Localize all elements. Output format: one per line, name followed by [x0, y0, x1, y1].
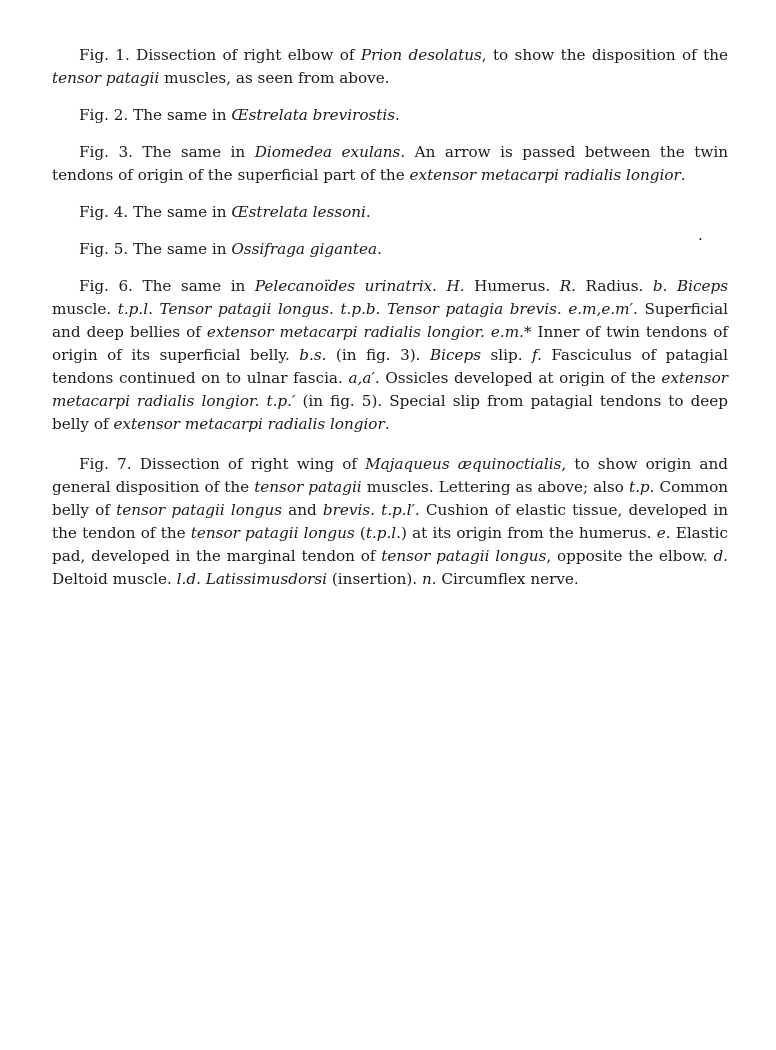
caption-text-run: Œstrelata lessoni: [231, 203, 366, 221]
caption-fig7: [52, 453, 728, 591]
caption-text-run: slip.: [481, 346, 533, 364]
caption-text-run: , to show the disposition of the: [481, 46, 728, 64]
caption-fig4: [52, 201, 728, 224]
caption-text-run: .: [432, 277, 447, 295]
caption-text-run: Superficial and deep bellies of: [52, 300, 729, 341]
caption-text-run: .: [384, 415, 390, 433]
caption-text-run: Ossicles developed at origin of the: [379, 369, 662, 387]
caption-text-run: f.: [532, 346, 542, 364]
caption-fig5: [52, 238, 728, 261]
caption-text-run: extensor metacarpi radialis longior: [113, 415, 385, 433]
caption-text-run: (insertion).: [327, 570, 422, 588]
caption-text-run: Fasciculus of patagial tendons continued on to ulnar fascia.: [52, 346, 728, 387]
caption-text-run: extensor metacarpi radialis longior. e.m.*: [206, 323, 532, 341]
caption-text-run: extensor metacarpi radialis longior: [409, 166, 681, 184]
caption-text-run: Fig. 2. The same in: [79, 106, 232, 124]
caption-text-run: Prion desolatus: [360, 46, 482, 64]
caption-text-run: t.p.l. Tensor patagii longus. t.p.b. Tensor patagia brevis. e.m,e.m′.: [117, 300, 638, 318]
caption-text-run: tensor patagii longus: [116, 501, 282, 519]
caption-text-run: Diomedea exulans: [254, 143, 401, 161]
caption-text-run: t.p.l.: [365, 524, 401, 542]
caption-fig2: [52, 104, 728, 127]
caption-fig1: [52, 44, 728, 90]
caption-text-run: H.: [446, 277, 465, 295]
caption-text-run: n.: [421, 570, 437, 588]
caption-text-run: Cushion of elastic tissue, developed in the tendon of the: [52, 501, 728, 542]
caption-text-run: muscles. Lettering as above; also: [361, 478, 629, 496]
caption-text-run: Fig. 6. The same in: [79, 277, 255, 295]
caption-text-run: , opposite the elbow.: [546, 547, 714, 565]
caption-text-run: .: [680, 166, 686, 184]
caption-text-run: Common belly of: [52, 478, 728, 519]
caption-text-run: muscle.: [52, 300, 118, 318]
caption-text-run: muscles, as seen from above.: [159, 69, 390, 87]
caption-text-run: Ossifraga gigantea: [231, 240, 378, 258]
caption-text-run: l.d. Latissimusdorsi: [176, 570, 328, 588]
stray-mark: .: [698, 226, 703, 244]
caption-text-run: Œstrelata brevirostis: [231, 106, 396, 124]
caption-text-run: tensor patagii: [52, 69, 160, 87]
caption-text-run: , to show origin and general disposition of the: [52, 455, 728, 496]
caption-text-run: Fig. 1. Dissection of right elbow of: [79, 46, 361, 64]
caption-text-run: Circumflex nerve.: [436, 570, 579, 588]
caption-text-run: extensor metacarpi radialis longior. t.p.′: [52, 369, 728, 410]
caption-text-run: Humerus.: [464, 277, 560, 295]
caption-text-run: Majaqueus æquinoctialis: [365, 455, 562, 473]
caption-text-run: ) at its origin from the humerus.: [401, 524, 657, 542]
caption-text-run: a,a′.: [348, 369, 380, 387]
caption-text-run: brevis. t.p.l′.: [322, 501, 420, 519]
caption-text-run: Elastic pad, developed in the marginal tendon of: [52, 524, 728, 565]
caption-text-run: tensor patagii longus: [381, 547, 547, 565]
caption-text-run: and: [282, 501, 323, 519]
caption-text-run: tensor patagii: [254, 478, 362, 496]
caption-text-run: R.: [559, 277, 576, 295]
caption-text-run: e.: [656, 524, 671, 542]
caption-fig6: [52, 275, 728, 436]
caption-text-run: Fig. 3. The same in: [79, 143, 255, 161]
caption-text-run: .: [395, 106, 400, 124]
caption-text-run: Inner of twin tendons of origin of its superficial belly.: [52, 323, 728, 364]
caption-text-run: d.: [713, 547, 728, 565]
figure-captions-page: [52, 44, 728, 608]
caption-text-run: . An arrow is passed between the twin tendons of origin of the superficial part of the: [52, 143, 729, 184]
caption-fig3: [52, 141, 728, 187]
caption-text-run: Pelecanoïdes urinatrix: [254, 277, 433, 295]
caption-text-run: .: [365, 203, 371, 221]
caption-text-run: (: [354, 524, 366, 542]
caption-text-run: Deltoid muscle.: [52, 570, 177, 588]
caption-text-run: b. Biceps: [652, 277, 728, 295]
caption-text-run: Biceps: [429, 346, 482, 364]
caption-text-run: Fig. 7. Dissection of right wing of: [79, 455, 366, 473]
caption-text-run: Fig. 5. The same in: [79, 240, 232, 258]
caption-text-run: b.s.: [299, 346, 327, 364]
caption-text-run: .: [377, 240, 382, 258]
caption-text-run: (in fig. 3).: [326, 346, 430, 364]
caption-text-run: t.p.: [628, 478, 655, 496]
caption-text-run: Radius.: [576, 277, 653, 295]
caption-text-run: (in fig. 5). Special slip from patagial tendons to deep belly of: [52, 392, 728, 433]
caption-text-run: tensor patagii longus: [190, 524, 355, 542]
caption-text-run: Fig. 4. The same in: [79, 203, 232, 221]
